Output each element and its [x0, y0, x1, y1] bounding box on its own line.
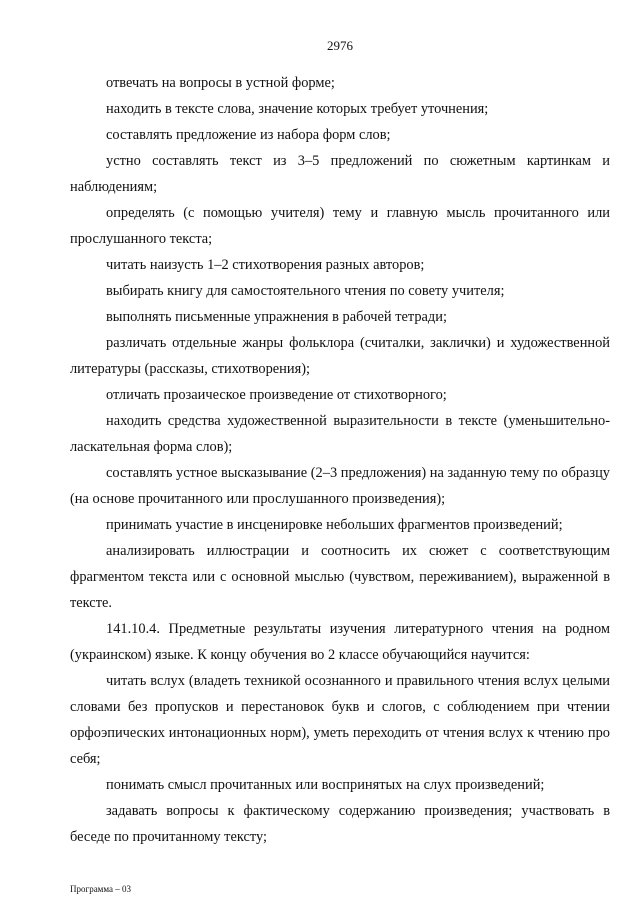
paragraph: выполнять письменные упражнения в рабочей тетради;	[106, 309, 447, 325]
paragraph: читать наизусть 1–2 стихотворения разных авторов;	[106, 257, 425, 273]
paragraph: понимать смысл прочитанных или воспринятых на слух произведений;	[106, 777, 545, 793]
paragraph: анализировать иллюстрации и соотносить их сюжет с соответствующим фрагментом текста или с основной мыслью (чувством, переживанием), выраженной в тексте.	[70, 543, 610, 611]
footer-note: Программа – 03	[70, 884, 132, 894]
paragraph: определять (с помощью учителя) тему и главную мысль прочитанного или прослушанного текста;	[70, 205, 610, 247]
paragraph: находить в тексте слова, значение которых требует уточнения;	[106, 101, 489, 117]
paragraph: составлять предложение из набора форм слов;	[106, 127, 391, 143]
paragraph: принимать участие в инсценировке небольших фрагментов произведений;	[106, 517, 563, 533]
paragraph: задавать вопросы к фактическому содержанию произведения; участвовать в беседе по прочитанному тексту;	[70, 803, 610, 845]
paragraph: отличать прозаическое произведение от стихотворного;	[106, 387, 447, 403]
paragraph: устно составлять текст из 3–5 предложений по сюжетным картинкам и наблюдениям;	[70, 153, 610, 195]
paragraph: отвечать на вопросы в устной форме;	[106, 75, 335, 91]
page-number: 2976	[327, 38, 353, 53]
paragraph: находить средства художественной выразительности в тексте (уменьшительно-ласкательная форма слов);	[70, 413, 610, 455]
section-paragraph: 141.10.4. Предметные результаты изучения литературного чтения на родном (украинском) языке. К концу обучения во 2 классе обучающийся научится:	[70, 621, 610, 663]
document-body	[70, 70, 610, 850]
paragraph: различать отдельные жанры фольклора (считалки, заклички) и художественной литературы (рассказы, стихотворения);	[70, 335, 610, 377]
paragraph: читать вслух (владеть техникой осознанного и правильного чтения вслух целыми словами без пропусков и перестановок букв и слогов, с соблюдением при чтении орфоэпических интонационных норм), уметь переходить от чтения вслух к чтению про себя;	[70, 673, 610, 767]
paragraph: выбирать книгу для самостоятельного чтения по совету учителя;	[106, 283, 505, 299]
paragraph: составлять устное высказывание (2–3 предложения) на заданную тему по образцу (на основе прочитанного или прослушанного произведения);	[70, 465, 610, 507]
